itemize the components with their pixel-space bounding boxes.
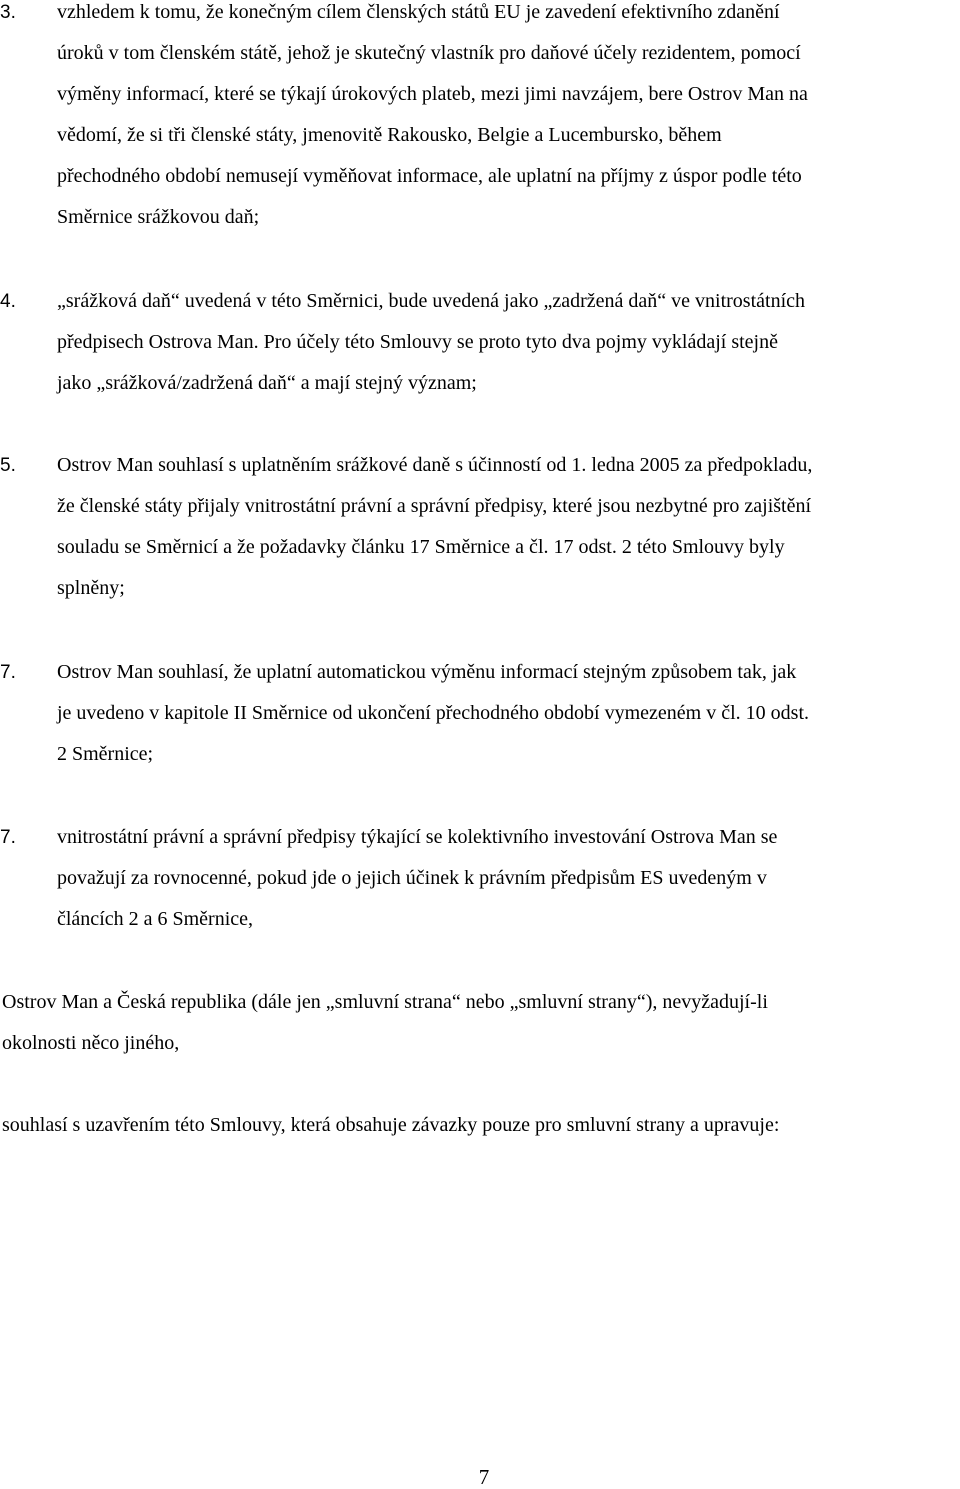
list-number: 4.: [0, 291, 16, 312]
text-line: souladu se Směrnicí a že požadavky článku 17 Směrnice a čl. 17 odst. 2 této Smlouvy byly: [57, 536, 785, 558]
text-line: článcích 2 a 6 Směrnice,: [57, 908, 254, 930]
text-line: vědomí, že si tři členské státy, jmenovitě Rakousko, Belgie a Lucembursko, během: [57, 124, 722, 146]
text-line: výměny informací, které se týkají úrokových plateb, mezi jimi navzájem, bere Ostrov Man na: [57, 83, 808, 105]
text-line: Ostrov Man a Česká republika (dále jen „smluvní strana“ nebo „smluvní strany“), nevyžadují-li: [2, 991, 768, 1013]
text-line: Směrnice srážkovou daň;: [57, 206, 260, 228]
text-line: jako „srážková/zadržená daň“ a mají stejný význam;: [57, 372, 477, 394]
text-line: že členské státy přijaly vnitrostátní právní a správní předpisy, které jsou nezbytné pro zajištění: [57, 495, 812, 517]
list-number: 7.: [0, 827, 16, 848]
text-line: vnitrostátní právní a správní předpisy týkající se kolektivního investování Ostrova Man se: [57, 826, 778, 848]
text-line: úroků v tom členském státě, jehož je skutečný vlastník pro daňové účely rezidentem, pomocí: [57, 42, 801, 64]
text-line: 2 Směrnice;: [57, 743, 154, 765]
text-line: předpisech Ostrova Man. Pro účely této Smlouvy se proto tyto dva pojmy vykládají stejně: [57, 331, 778, 353]
text-line: Ostrov Man souhlasí, že uplatní automatickou výměnu informací stejným způsobem tak, jak: [57, 661, 797, 683]
text-line: Ostrov Man souhlasí s uplatněním srážkové daně s účinností od 1. ledna 2005 za předpokladu,: [57, 454, 813, 476]
text-line: je uvedeno v kapitole II Směrnice od ukončení přechodného období vymezeném v čl. 10 odst.: [57, 702, 810, 724]
text-line: souhlasí s uzavřením této Smlouvy, která obsahuje závazky pouze pro smluvní strany a upravuje:: [2, 1114, 780, 1136]
text-line: přechodného období nemusejí vyměňovat informace, ale uplatní na příjmy z úspor podle této: [57, 165, 802, 187]
list-number: 7.: [0, 662, 16, 683]
text-line: považují za rovnocenné, pokud jde o jejich účinek k právním předpisům ES uvedeným v: [57, 867, 767, 889]
page-number: 7: [478, 1465, 490, 1489]
list-number: 3.: [0, 2, 16, 23]
text-line: splněny;: [57, 577, 125, 599]
text-line: „srážková daň“ uvedená v této Směrnici, bude uvedená jako „zadržená daň“ ve vnitrostátních: [57, 290, 806, 312]
list-number: 5.: [0, 455, 16, 476]
text-line: okolnosti něco jiného,: [2, 1032, 180, 1054]
text-line: vzhledem k tomu, že konečným cílem členských států EU je zavedení efektivního zdanění: [57, 1, 780, 23]
